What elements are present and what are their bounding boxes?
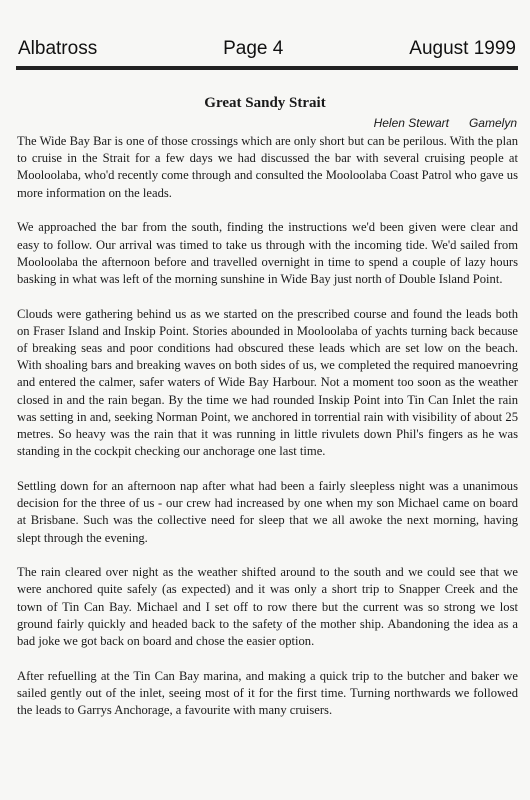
page-header xyxy=(18,38,516,60)
page-number: Page 4 xyxy=(223,38,284,59)
paragraph: After refuelling at the Tin Can Bay marina, and making a quick trip to the butcher and baker we sailed gently out of the inlet, seeing most of it for the first time. Turning northwards we followed the leads to Garrys Anchorage, a favourite with many cruisers. xyxy=(17,668,518,718)
article-body xyxy=(17,133,518,737)
header-rule xyxy=(16,66,518,70)
boat-name: Gamelyn xyxy=(468,116,517,130)
paragraph: We approached the bar from the south, finding the instructions we'd been given were clear and easy to follow. Our arrival was timed to take us through with the incoming tide. We'd sailed from Mooloolaba the afternoon before and travelled overnight in time to spend a couple of lazy hours basking in what was left of the morning sunshine in Wide Bay just north of Double Island Point. xyxy=(17,220,518,286)
author-name: Helen Stewart xyxy=(373,116,449,130)
paragraph: Clouds were gathering behind us as we started on the prescribed course and found the leads both on Fraser Island and Inskip Point. Stories abounded in Mooloolaba of yachts turning back because of breaking seas and poor conditions had obscured these leads which are set low on the beach. With shoaling bars and breaking waves on both sides of us, we completed the required manoevring and entered the calmer, safer waters of Wide Bay Harbour. Not a moment too soon as the weather closed in and the rain began. By the time we had rounded Inskip Point into Tin Can Inlet the rain was setting in and, seeking Norman Point, we anchored in torrential rain with visibility of about 25 metres. So heavy was the rain that it was running in little rivulets down Phil's fingers as he was standing in the cockpit checking our anchorage one last time. xyxy=(17,306,518,459)
issue-date: August 1999 xyxy=(409,38,516,59)
paragraph: The rain cleared over night as the weather shifted around to the south and we could see that we were anchored quite safely (as expected) and it was only a short trip to Snapper Creek and the town of Tin Can Bay. Michael and I set off to row there but the current was so strong we lost ground fairly quickly and headed back to the safety of the mother ship. Abandoning the idea as a bad joke we got back on board and chose the easier option. xyxy=(17,565,518,649)
byline xyxy=(374,116,517,130)
paragraph: The Wide Bay Bar is one of those crossings which are only short but can be perilous. With the plan to cruise in the Strait for a few days we had discussed the bar with several cruising people at Mooloolaba, who'd recently come through and consulted the Mooloolaba Coast Patrol who gave us more information on the leads. xyxy=(17,134,518,200)
article-title: Great Sandy Strait xyxy=(204,95,326,111)
newsletter-name: Albatross xyxy=(18,38,98,59)
paragraph: Settling down for an afternoon nap after what had been a fairly sleepless night was a unanimous decision for the three of us - our crew had increased by one when my son Michael came on board at Brisbane. Such was the collective need for sleep that we all awoke the next morning, having slept through the evening. xyxy=(17,478,518,545)
